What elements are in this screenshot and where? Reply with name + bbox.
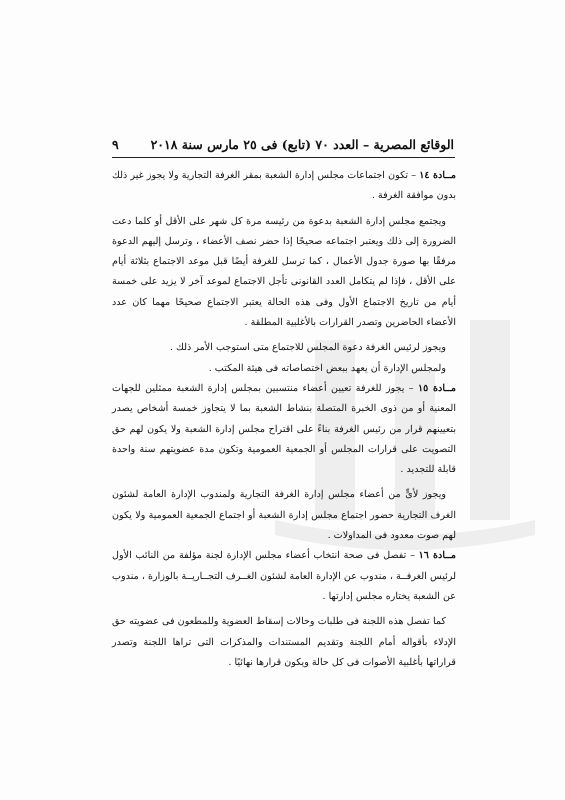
paragraph: ويجوز لأىٍّ من أعضاء مجلس إدارة الغرفة التجارية ولمندوب الإدارة العامة لشئون الغرف التجارية حضور اجتماع مجلس إدارة الشعبة أو اجتماع الجمعية العمومية ولا يكون لهم صوت معدود فى المداولات . [112,489,456,542]
article-text: – يجوز للغرفة تعيين أعضاء منتسبين بمجلس إدارة الشعبة ممثلين للجهات المعنية أو من ذوى الخبرة المتصلة بنشاط الشعبة بما لا يتجاوز خمسة أشخاص يصدر بتعيينهم قرار من رئيس الغرفة بناءً على اقتراح مجلس إدارة الشعبة ولا يكون لهم حق التصويت على قرارات المجلس أو الجمعية العمومية وتكون مدة عضويتهم سنة واحدة قابلة للتجديد . [112,382,456,476]
article-14 [112,166,456,207]
paragraph: ولمجلس الإدارة أن يعهد ببعض اختصاصاته فى هيئة المكتب . [208,362,446,374]
article-label: مــادة ١٥ [418,382,456,394]
paragraph: ويجتمع مجلس إدارة الشعبة بدعوة من رئيسه مرة كل شهر على الأقل أو كلما دعت الضرورة إلى ذلك ويعتبر اجتماعه صحيحًا إذا حضر نصف الأعضاء ، وترسل إليهم الدعوة مرفقًا بها صورة جدول الأعمال ، كما ترسل للغرفة أيضًا قبل موعد الاجتماع بثلاثة أيام على الأقل ، فإذا لم يتكامل العدد القانونى تأجل الاجتماع لموعد آخر لا يزيد على خمسة أيام من تاريخ الاجتماع الأول وفى هذه الحالة يعتبر الاجتماع صحيحًا مهما كان عدد الأعضاء الحاضرين وتصدر القرارات بالأغلبية المطلقة . [112,215,456,329]
article-label: مــادة ١٤ [419,170,456,181]
article-text: – تفصل فى صحة انتخاب أعضاء مجلس الإدارة لجنة مؤلفة من النائب الأول لرئيس الغرفــة ، مندوب عن الإدارة العامة لشئون الغــرف التجــاريــة بالوزارة ، مندوب عن الشعبة يختاره مجلس إدارتها . [112,550,456,602]
page-number: ٩ [112,136,119,152]
header-title: الوقائع المصرية – العدد ٧٠ (تابع) فى ٢٥ مارس سنة ٢٠١٨ [150,136,454,152]
paragraph: ويجوز لرئيس الغرفة دعوة المجلس للاجتماع متى استوجب الأمر ذلك . [169,342,446,354]
page-header [112,134,454,154]
paragraph: كما تفصل هذه اللجنة فى طلبات وحالات إسقاط العضوية وللمطعون فى عضويته حق الإدلاء بأقواله أمام اللجنة وتقديم المستندات والمذكرات التى تراها اللجنة وتصدر قراراتها بأغلبية الأصوات فى كل حالة ويكون قرارها نهائيًا . [112,616,456,668]
document-body [112,166,456,673]
article-text: – تكون اجتماعات مجلس إدارة الشعبة بمقر الغرفة التجارية ولا يجوز غير ذلك بدون موافقة الغرفة . [112,170,456,202]
article-15 [112,379,456,480]
header-divider [112,157,455,158]
article-label: مــادة ١٦ [418,550,456,562]
article-16 [112,546,456,607]
